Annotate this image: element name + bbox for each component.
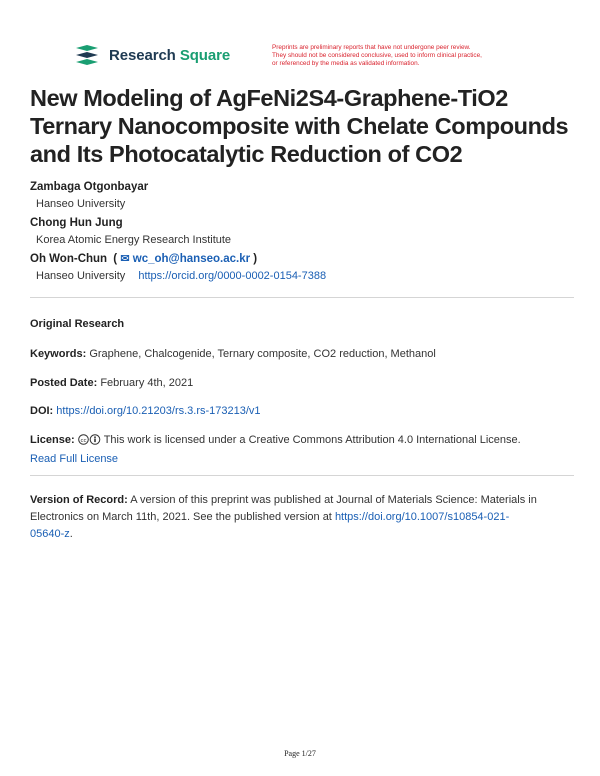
version-of-record — [30, 492, 575, 543]
keywords — [30, 346, 575, 363]
sentence-end: . — [69, 528, 73, 540]
divider — [30, 475, 574, 476]
license-text: This work is licensed under a Creative Commons Attribution 4.0 International License. — [103, 434, 521, 446]
email-open-paren: ( — [113, 253, 118, 265]
author-name: Chong Hun Jung — [30, 217, 123, 229]
corresponding-author — [30, 252, 257, 265]
author-affiliation-row — [36, 270, 326, 282]
keywords-value: Graphene, Chalcogenide, Ternary composite, CO2 reduction, Methanol — [89, 348, 436, 360]
license-label: License: — [30, 434, 75, 446]
logo-text: Research Square — [109, 46, 231, 64]
author-affiliation: Hanseo University — [36, 198, 126, 210]
research-square-logo-icon — [75, 44, 103, 66]
author-email: wc_oh@hanseo.ac.kr — [132, 253, 251, 265]
author-affiliation: Korea Atomic Energy Research Institute — [36, 234, 232, 246]
notice-line-2: They should not be considered conclusive, used to inform clinical practice, — [272, 52, 482, 59]
divider — [30, 297, 574, 298]
read-full-license-link[interactable]: Read Full License — [30, 453, 119, 465]
author-name: Oh Won-Chun — [30, 253, 108, 265]
version-of-record-label: Version of Record: — [30, 494, 128, 506]
notice-line-3: or referenced by the media as validated information. — [272, 60, 420, 67]
author-email-link[interactable] — [120, 253, 253, 265]
page-number: Page 1/27 — [284, 749, 316, 758]
published-doi-link-part1[interactable]: https://doi.org/10.1007/s10854-021- — [334, 511, 510, 523]
license-row — [30, 432, 575, 468]
article-type: Original Research — [30, 318, 125, 330]
doi-label: DOI: — [30, 405, 54, 417]
research-square-logo[interactable] — [75, 44, 230, 66]
author-name: Zambaga Otgonbayar — [30, 181, 149, 193]
posted-value: February 4th, 2021 — [100, 377, 194, 389]
version-of-record-text-2: Electronics on March 11th, 2021. See the published version at — [30, 511, 332, 523]
envelope-icon: ✉ — [120, 253, 130, 265]
title-line-2: Ternary Nanocomposite with Chelate Compounds — [30, 113, 569, 139]
version-of-record-text-1: A version of this preprint was published at Journal of Materials Science: Materials in — [130, 494, 537, 506]
creative-commons-icon — [78, 434, 102, 451]
doi-row — [30, 403, 575, 420]
title-line-1: New Modeling of AgFeNi2S4-Graphene-TiO2 — [30, 85, 508, 111]
posted-date — [30, 375, 575, 392]
preprint-notice — [272, 44, 522, 68]
published-doi-link-part2[interactable]: 05640-z — [30, 528, 70, 540]
title-line-3: and Its Photocatalytic Reduction of CO2 — [30, 141, 463, 167]
email-close-paren: ) — [253, 253, 258, 265]
posted-label: Posted Date: — [30, 377, 98, 389]
keywords-label: Keywords: — [30, 348, 87, 360]
paper-title — [30, 84, 575, 168]
svg-text:cc: cc — [80, 437, 87, 444]
doi-link[interactable]: https://doi.org/10.21203/rs.3.rs-173213/v1 — [56, 405, 261, 417]
author-affiliation: Hanseo University — [36, 270, 126, 282]
orcid-link[interactable]: https://orcid.org/0000-0002-0154-7388 — [138, 270, 327, 282]
notice-line-1: Preprints are preliminary reports that have not undergone peer review. — [272, 44, 471, 51]
